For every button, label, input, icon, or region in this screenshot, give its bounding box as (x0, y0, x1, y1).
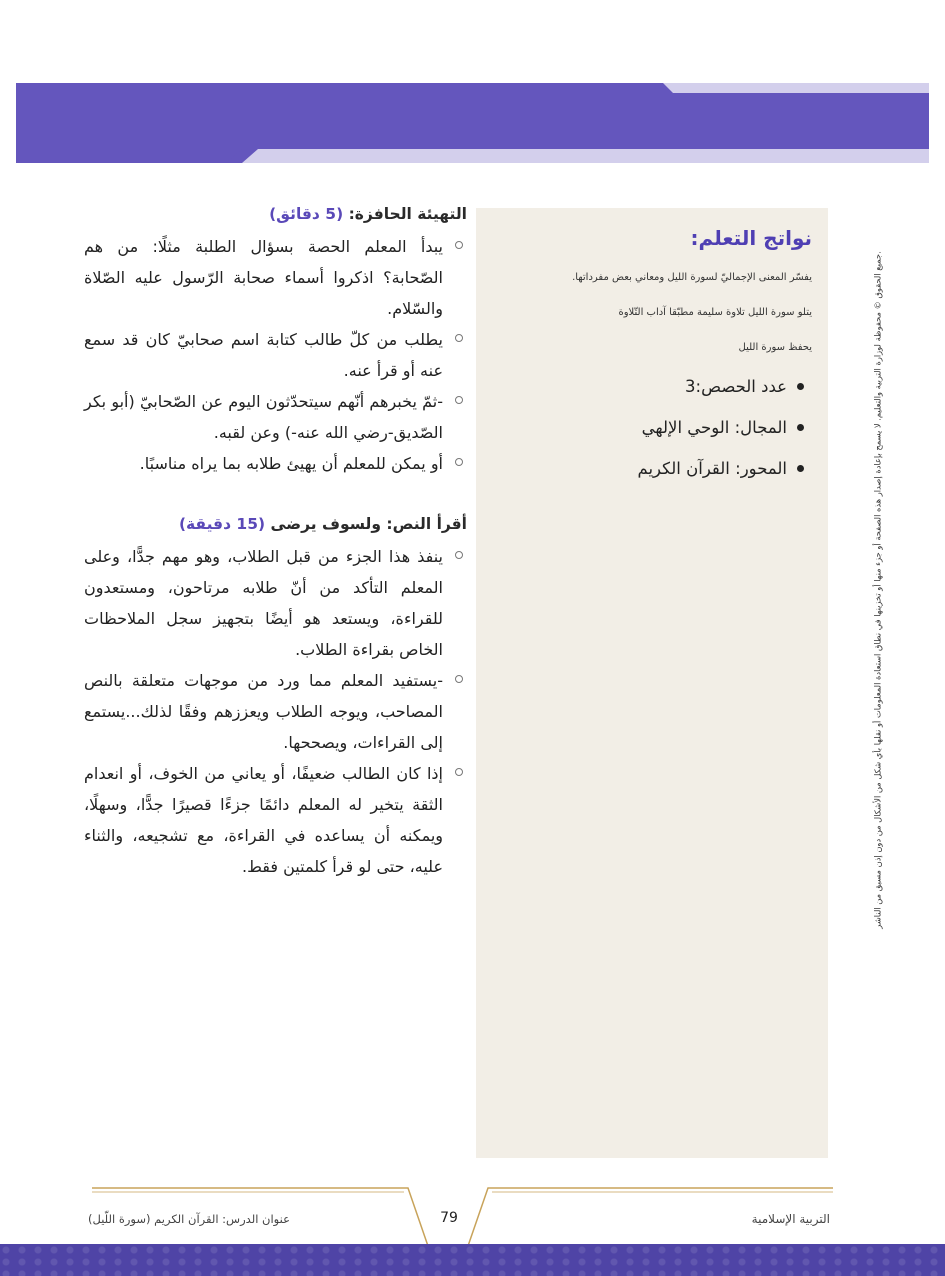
list-item: إذا كان الطالب ضعيفًا، أو يعاني من الخوف، أو انعدام الثقة يتخير له المعلم دائمًا جزءًا قصيرًا جدًّا، وسهلًا، ويمكنه أن يساعده في القراءة، مع تشجيعه، والثناء عليه، حتى لو قرأ كلمتين فقط. (84, 758, 467, 882)
list-item: يطلب من كلّ طالب كتابة اسم صحابيّ كان قد سمع عنه أو قرأ عنه. (84, 324, 467, 386)
info-text: المجال: الوحي الإلهي (641, 418, 787, 437)
bullet-dot-icon (797, 424, 804, 431)
circle-bullet-icon (455, 551, 463, 559)
section-divider (84, 479, 467, 515)
reading-title: أقرأ النص: (386, 515, 467, 533)
page-number: 79 (440, 1210, 458, 1226)
circle-bullet-icon (455, 768, 463, 776)
circle-bullet-icon (455, 396, 463, 404)
circle-bullet-icon (455, 241, 463, 249)
header-banner-shape (16, 83, 929, 163)
outcome-item: يفسّر المعنى الإجماليّ لسورة الليل ومعاني بعض مفرداتها. (572, 272, 812, 283)
reading-subtitle: ولسوف يرضى (270, 515, 381, 533)
axis-info (492, 459, 804, 478)
copyright-note (858, 200, 898, 980)
reading-heading (84, 515, 467, 533)
bullet-dot-icon (797, 465, 804, 472)
subject-name: التربية الإسلامية (751, 1212, 830, 1226)
lesson-title-footer: عنوان الدرس: القرآن الكريم (سورة اللّيل) (88, 1212, 290, 1226)
sessions-count (492, 377, 804, 396)
reading-list (84, 541, 467, 882)
learning-outcomes-title: نواتج التعلم: (690, 226, 812, 250)
list-item: ينفذ هذا الجزء من قبل الطلاب، وهو مهم جدًّا، وعلى المعلم التأكد من أنّ طلابه مرتاحون، ومستعدون للقراءة، ويستعد هو أيضًا بتجهيز سجل الملاحظات الخاص بقراءة الطلاب. (84, 541, 467, 665)
reading-duration: (15 دقيقة) (178, 515, 266, 533)
bottom-decorative-band (0, 1244, 945, 1276)
header-banner (16, 83, 929, 163)
circle-bullet-icon (455, 458, 463, 466)
circle-bullet-icon (455, 334, 463, 342)
info-text: المحور: القرآن الكريم (637, 459, 787, 478)
warmup-list (84, 231, 467, 479)
bullet-dot-icon (797, 383, 804, 390)
list-item: يبدأ المعلم الحصة بسؤال الطلبة مثلًا: من هم الصّحابة؟ اذكروا أسماء صحابة الرّسول عليه الصّلاة والسّلام. (84, 231, 467, 324)
list-item: أو يمكن للمعلم أن يهيئ طلابه بما يراه مناسبًا. (84, 448, 467, 479)
info-text: عدد الحصص:3 (685, 377, 787, 396)
learning-outcomes-panel (476, 208, 828, 1158)
copyright-text: جميع الحقوق © محفوظة لوزارة التربية والتعليم. لا يسمح بإعادة إصدار هذه الصفحة أو جزء منها أو تخزينها في نطاق استعادة المعلومات أو نقلها بأي شكل من الأشكال من دون إذن مسبق من الناشر. (873, 251, 884, 929)
list-item: -يستفيد المعلم مما ورد من موجهات متعلقة بالنص المصاحب، ويوجه الطلاب ويعززهم وفقًا لذلك...يستمع إلى القراءات، ويصححها. (84, 665, 467, 758)
lesson-info-list (492, 377, 804, 478)
outcome-item: يحفظ سورة الليل (738, 342, 812, 353)
warmup-heading (84, 205, 467, 223)
outcome-item: يتلو سورة الليل تلاوة سليمة مطبّقا آداب التّلاوة (618, 307, 812, 318)
circle-bullet-icon (455, 675, 463, 683)
domain-info (492, 418, 804, 437)
lesson-content (84, 205, 467, 882)
warmup-duration: (5 دقائق) (269, 205, 344, 223)
warmup-title: التهيئة الحافزة: (348, 205, 467, 223)
list-item: -ثمّ يخبرهم أنّهم سيتحدّثون اليوم عن الصّحابيّ (أبو بكر الصّديق-رضي الله عنه-) وعن لقبه. (84, 386, 467, 448)
